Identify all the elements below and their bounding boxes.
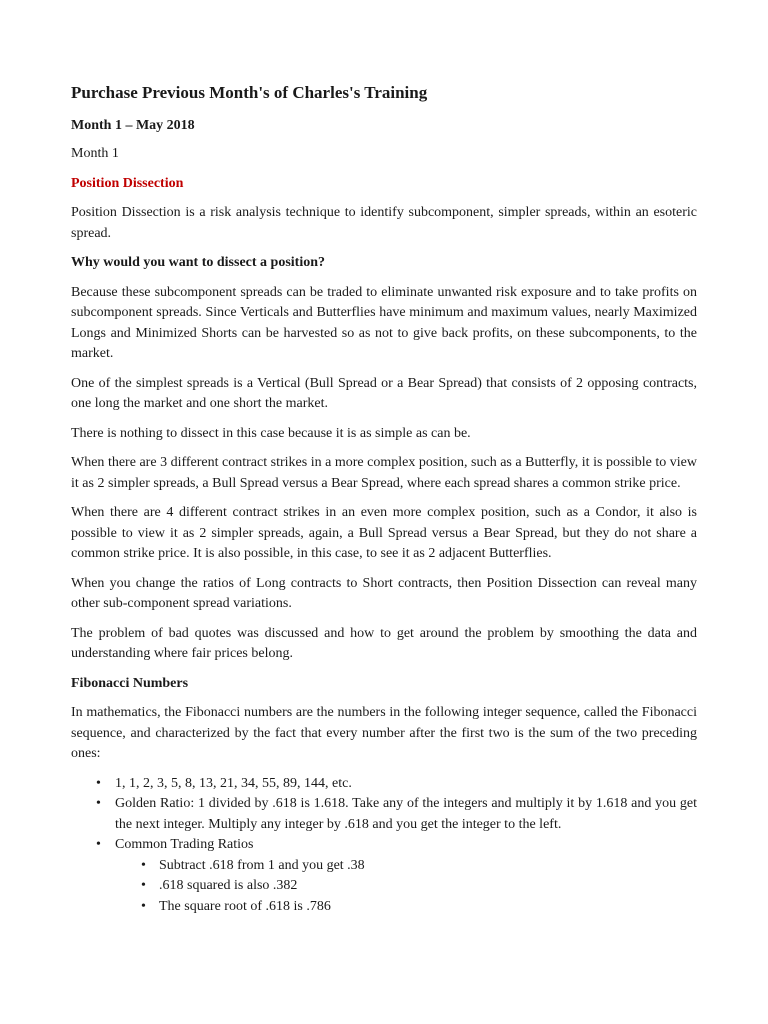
document-title: Purchase Previous Month's of Charles's Training: [71, 83, 428, 102]
paragraph: One of the simplest spreads is a Vertical (Bull Spread or a Bear Spread) that consists of 2 opposing contracts, one long the market and one short the market.: [71, 375, 697, 411]
list-item: [71, 835, 697, 917]
month-heading: Month 1 – May 2018: [71, 118, 195, 133]
paragraph: Position Dissection is a risk analysis technique to identify subcomponent, simpler spreads, within an esoteric spread.: [71, 205, 697, 241]
list-item-text: Common Trading Ratios: [115, 837, 254, 852]
paragraph: The problem of bad quotes was discussed and how to get around the problem by smoothing the data and understanding where fair prices belong.: [71, 625, 697, 661]
bullet-icon: •: [96, 837, 101, 852]
sub-list-item: [115, 876, 697, 897]
sub-list-item-text: Subtract .618 from 1 and you get .38: [159, 857, 365, 873]
sub-bullet-list: [115, 856, 697, 918]
month-label: Month 1: [71, 146, 119, 161]
paragraph: In mathematics, the Fibonacci numbers are the numbers in the following integer sequence, called the Fibonacci sequence, and characterized by the fact that every number after the first two is the sum of the two preceding ones:: [71, 705, 697, 761]
bullet-icon: •: [96, 775, 101, 791]
question-heading: Why would you want to dissect a position?: [71, 255, 325, 270]
sub-list-item: [115, 897, 697, 918]
list-item-text: Golden Ratio: 1 divided by .618 is 1.618. Take any of the integers and multiply it by 1.618 and you get the next integer. Multiply any integer by .618 and you get the integer to the left.: [115, 796, 697, 832]
paragraph: Because these subcomponent spreads can be traded to eliminate unwanted risk exposure and to take profits on subcomponent spreads. Since Verticals and Butterflies have minimum and maximum values, nearly Maximized Longs and Minimized Shorts can be harvested so as not to give back profits, on these subcomponents, to the market.: [71, 284, 697, 361]
paragraph: There is nothing to dissect in this case because it is as simple as can be.: [71, 425, 471, 441]
section-heading-fibonacci: Fibonacci Numbers: [71, 675, 189, 691]
paragraph: When there are 3 different contract strikes in a more complex position, such as a Butterfly, it is possible to view it as 2 simpler spreads, a Bull Spread versus a Bear Spread, where each spread shares a common strike price.: [71, 455, 697, 491]
paragraph: When there are 4 different contract strikes in an even more complex position, such as a Condor, it also is possible to view it as 2 simpler spreads, again, a Bull Spread versus a Bear Spread, but they do not share a common strike price. It is also possible, in this case, to see it as 2 adjacent Butterflies.: [71, 505, 697, 561]
document-page: [71, 82, 697, 917]
list-item: [71, 774, 697, 795]
list-item: [71, 794, 697, 835]
bullet-icon: •: [96, 796, 101, 811]
list-item-text: 1, 1, 2, 3, 5, 8, 13, 21, 34, 55, 89, 144, etc.: [115, 775, 352, 791]
bullet-list: [71, 774, 697, 918]
bullet-icon: •: [141, 898, 146, 914]
paragraph: When you change the ratios of Long contracts to Short contracts, then Position Dissection can reveal many other sub-component spread variations.: [71, 575, 697, 611]
section-heading-position-dissection: Position Dissection: [71, 175, 184, 191]
sub-list-item: [115, 856, 697, 877]
bullet-icon: •: [141, 878, 146, 893]
sub-list-item-text: .618 squared is also .382: [159, 878, 298, 893]
sub-list-item-text: The square root of .618 is .786: [159, 898, 331, 914]
bullet-icon: •: [141, 857, 146, 873]
